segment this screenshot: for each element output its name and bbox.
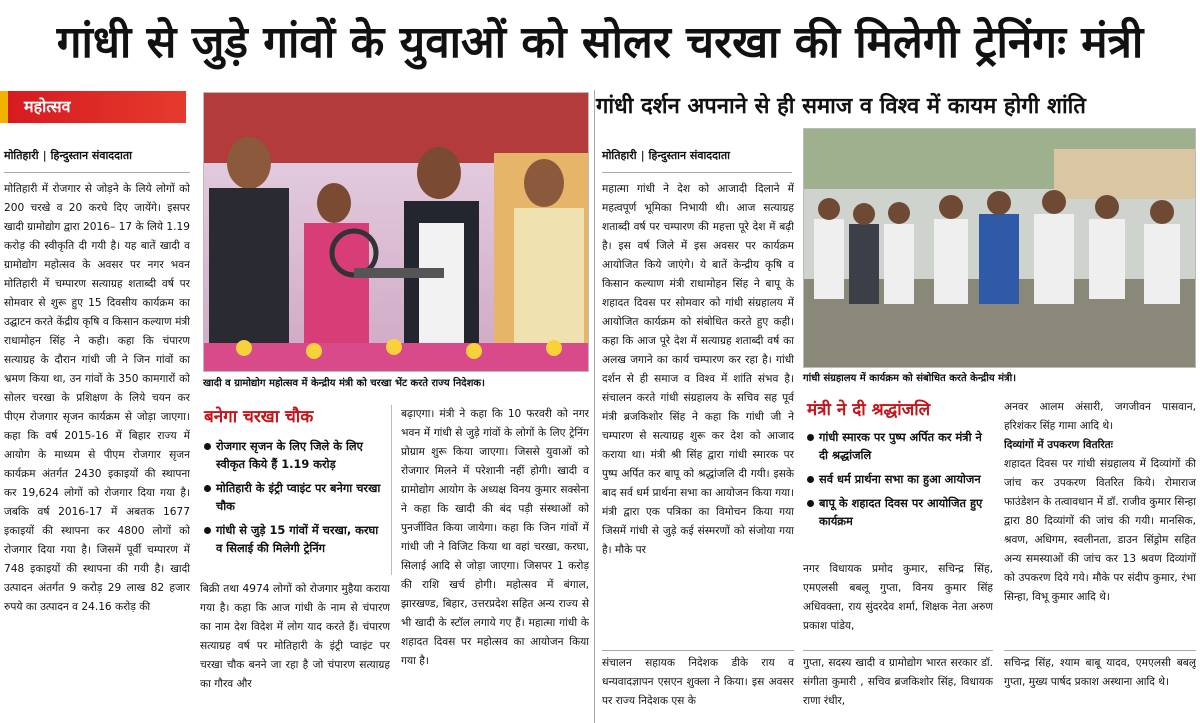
list-item: गांधी स्मारक पर पुष्प अर्पित कर मंत्री ने दी श्रद्धांजलि bbox=[807, 428, 987, 464]
left-photo bbox=[203, 92, 589, 372]
right-byline: मोतिहारी | हिन्दुस्तान संवाददाता bbox=[602, 149, 730, 162]
right-col3-text: अनवर आलम अंसारी, जगजीवन पासवान, हरिशंकर सिंह गामा आदि थे। bbox=[1004, 401, 1196, 432]
main-headline: गांधी से जुड़े गांवों के युवाओं को सोलर चरखा की मिलेगी ट्रेनिंगः मंत्री bbox=[56, 17, 1144, 68]
left-photo-caption: खादी व ग्रामोद्योग महोत्सव में केन्द्रीय मंत्री को चरखा भेंट करते राज्य निदेशक। bbox=[203, 378, 485, 389]
right-story-col3 bbox=[1004, 398, 1196, 648]
list-item: गांधी से जुड़े 15 गांवों में चरखा, करघा व सिलाई की मिलेगी ट्रेनिंग bbox=[204, 521, 385, 557]
right-story-col2-bottom: गुप्ता, सदस्य खादी व ग्रामोद्योग भारत सरकार डॉ. संगीता कुमारी , सचिव ब्रजकिशोर सिंह, विधायक राणा रंधीर, bbox=[803, 657, 993, 707]
byline-place: मोतिहारी bbox=[4, 149, 39, 162]
divider bbox=[803, 650, 993, 651]
right-story-col1: महात्मा गांधी ने देश को आजादी दिलाने में महत्वपूर्ण भूमिका निभायी थी। आज सत्याग्रह शताब्दी वर्ष पर चम्पारण की महत्ता पूरे देश में बढ़ी है। इस वर्ष जिले में इस अवसर पर कार्यक्रम आयोजित किये जाएंगे। ये बातें केन्द्रीय कृषि व किसान कल्याण मंत्री राधामोहन सिंह ने बापू के शहादत दिवस पर सोमवार को गांधी संग्रहालय में आयोजित कार्यक्रम को संबोधित करते हुए कही। कहा कि आज पूरे देश में सत्याग्रह शताब्दी वर्ष का अलख जगाने का कार्य चम्पारण कर रहा है। गांधी दर्शन से ही समाज व विश्व में शांति संभव है। संचालन करते गांधी संग्रहालय के सचिव सह पूर्व मंत्री ब्रजकिशोर सिंह ने कहा कि गांधी जी ने चम्पारण से सत्याग्रह शुरू कर देश को आजाद कराया था। मंत्री श्री सिंह द्वारा गांधी स्मारक पर पुष्प अर्पित कर बापू को श्रद्धांजलि दी गयी। इसके बाद सर्व धर्म प्रार्थना सभा का आयोजन किया गया। मंत्री द्वारा एक पत्रिका का विमोचन किया गया जिसमें गांधी से जुड़े कई संस्मरणों को संजोया गया है। मौके पर bbox=[602, 183, 794, 556]
right-story-col3-bottom: सचिन्द्र सिंह, श्याम बाबू यादव, एमएलसी बबलू गुप्ता, मुख्य पार्षद प्रकाश अस्थाना आदि थे। bbox=[1004, 657, 1196, 688]
event-photo-illustration bbox=[204, 93, 589, 372]
right-box-list bbox=[803, 428, 993, 530]
byline-place: मोतिहारी bbox=[602, 149, 637, 162]
left-box-list bbox=[200, 437, 391, 557]
divider bbox=[4, 172, 190, 173]
left-byline: मोतिहारी | हिन्दुस्तान संवाददाता bbox=[4, 149, 132, 162]
right-col3-subhead: दिव्यांगों में उपकरण वितरितः bbox=[1004, 439, 1113, 451]
right-col3-text2: शहादत दिवस पर गांधी संग्रहालय में दिव्यांगों की जांच कर उपकरण वितरित किये। रोमाराज फाउंडेशन के तत्वावधान में डॉ. राजीव कुमार सिन्हा द्वारा 80 दिव्यांगों की जांच की गयी। मानसिक, श्रवण, अधिगम, स्वलीनता, डाउन सिंड्रोम सहित अन्य समस्याओं की जांच कर 13 श्रवण दिव्यांगों को उपकरण दिये गये। मौके पर संदीप कुमार, रंभा सिन्हा, विभू कुमार आदि थे। bbox=[1004, 458, 1196, 603]
left-box-title: बनेगा चरखा चौक bbox=[204, 407, 314, 427]
right-photo bbox=[803, 128, 1196, 368]
left-story-col1: मोतिहारी में रोजगार से जोड़ने के लिये लोगों को 200 चरखे व 20 करघे दिए जायेंगे। इसपर खादी ग्रामोद्योग द्वारा 2016– 17 के लिये 1.19 करोड़ की स्वीकृति दी गयी है। यह बातें खादी व ग्रामोद्योग महोत्सव के अवसर पर नगर भवन मोतिहारी में चम्पारण सत्याग्रह शताब्दी वर्ष पर सोमवार से शुरू हुए 15 दिवसीय कार्यक्रम का उद्घाटन करते केंद्रीय कृषि व किसान कल्याण मंत्री राधामोहन सिंह ने कही। कहा कि चंपारण सत्याग्रह के दौरान गांधी जी ने जिन गांवों का भ्रमण किया था, उन गांवों के 350 कामगारों को सोलर चरखा के प्रशिक्षण के लिये चयन कर पीएम रोजगार सृजन कार्यक्रम से जोड़ा जाएगा। कहा कि वर्ष 2015-16 में बिहार राज्य में आयोग के माध्यम से पीएम रोजगार सृजन कार्यक्रम अंतर्गत 2430 इकाइयों की स्थापना कर 19,624 लोगों को रोजगार दिया गया है। जबकि वर्ष 2016-17 में अबतक 1677 इकाइयों की स्थापना कर 4800 लोगों को रोजगार दिया गया है। जिसमें पूर्वी चम्पारण में 748 इकाइयों की स्थापना की गयी है। खादी उत्पादन अंतर्गत 9 करोड़ 29 लाख 82 हजार रुपये का उत्पादन व 24.16 करोड़ की bbox=[4, 183, 190, 613]
list-item: सर्व धर्म प्रार्थना सभा का हुआ आयोजन bbox=[807, 470, 987, 488]
right-story-col2: नगर विधायक प्रमोद कुमार, सचिन्द्र सिंह, एमएलसी बबलू गुप्ता, विनय कुमार सिंह अधिवक्ता, राय सुंदरदेव शर्मा, शिक्षक नेता अरुण प्रकाश पांडेय, bbox=[803, 563, 993, 632]
right-photo-caption: गांधी संग्रहालय में कार्यक्रम को संबोधित करते केन्द्रीय मंत्री। bbox=[803, 373, 1016, 384]
byline-author: हिन्दुस्तान संवाददाता bbox=[648, 149, 730, 162]
left-highlight-box bbox=[200, 405, 392, 575]
section-label: महोत्सव bbox=[0, 91, 186, 123]
list-item: बापू के शहादत दिवस पर आयोजित हुए कार्यक्रम bbox=[807, 494, 987, 530]
list-item: रोजगार सृजन के लिए जिले के लिए स्वीकृत किये हैं 1.19 करोड़ bbox=[204, 437, 385, 473]
sub-headline: गांधी दर्शन अपनाने से ही समाज व विश्व में कायम होगी शांति bbox=[596, 94, 1086, 119]
divider bbox=[602, 650, 794, 651]
divider bbox=[1004, 650, 1196, 651]
divider bbox=[602, 172, 792, 173]
story-divider bbox=[594, 90, 595, 723]
list-item: मोतिहारी के इंट्री प्वाइंट पर बनेगा चरखा चौक bbox=[204, 479, 385, 515]
right-box-title: मंत्री ने दी श्रद्धांजलि bbox=[807, 400, 931, 420]
left-story-col3: बढ़ाएगा। मंत्री ने कहा कि 10 फरवरी को नगर भवन में गांधी से जुड़े गांवों के लोगों के लिए ट्रेनिंग प्रोग्राम शुरू किया जाएगा। जिससे युवाओं को रोजगार मिलने में परेशानी नहीं होगी। खादी व ग्रामोद्योग आयोग के अध्यक्ष विनय कुमार सक्सेना ने कहा कि खादी की बंद पड़ी संस्थाओं को पुनर्जीवित किया जायेगा। कहा कि जिन गांवों में गांधी जी ने विजिट किया था वहां चरखा, करघा, सिलाई आदि से जोड़ा जाएगा। जिसपर 1 करोड़ की राशि खर्च होगी। महोत्सव में बंगाल, झारखण्ड, बिहार, उत्तरप्रदेश सहित अन्य राज्य से भी खादी के स्टॉल लगाये गए हैं। महात्मा गांधी के शहादत दिवस पर महोत्सव का आयोजन किया गया है। bbox=[401, 408, 589, 667]
left-story-col2: बिक्री तथा 4974 लोगों को रोजगार मुहैया कराया गया है। कहा कि आज गांधी के नाम से चंपारण का नाम देश विदेश में लोग याद करते हैं। चंपारण सत्याग्रह वर्ष पर मोतिहारी के इंट्री प्वाइंट पर चरखा चौक बनने जा रहा है जो चंपारण सत्याग्रह का गौरव और bbox=[200, 583, 390, 690]
gathering-photo-illustration bbox=[804, 129, 1196, 368]
right-story-col1-bottom: संचालन सहायक निदेशक डीके राय व धन्यवादज्ञापन एसएन शुक्ला ने किया। इस अवसर पर राज्य निदेशक एस के bbox=[602, 657, 794, 707]
right-highlight-box bbox=[803, 398, 993, 548]
byline-author: हिन्दुस्तान संवाददाता bbox=[50, 149, 132, 162]
